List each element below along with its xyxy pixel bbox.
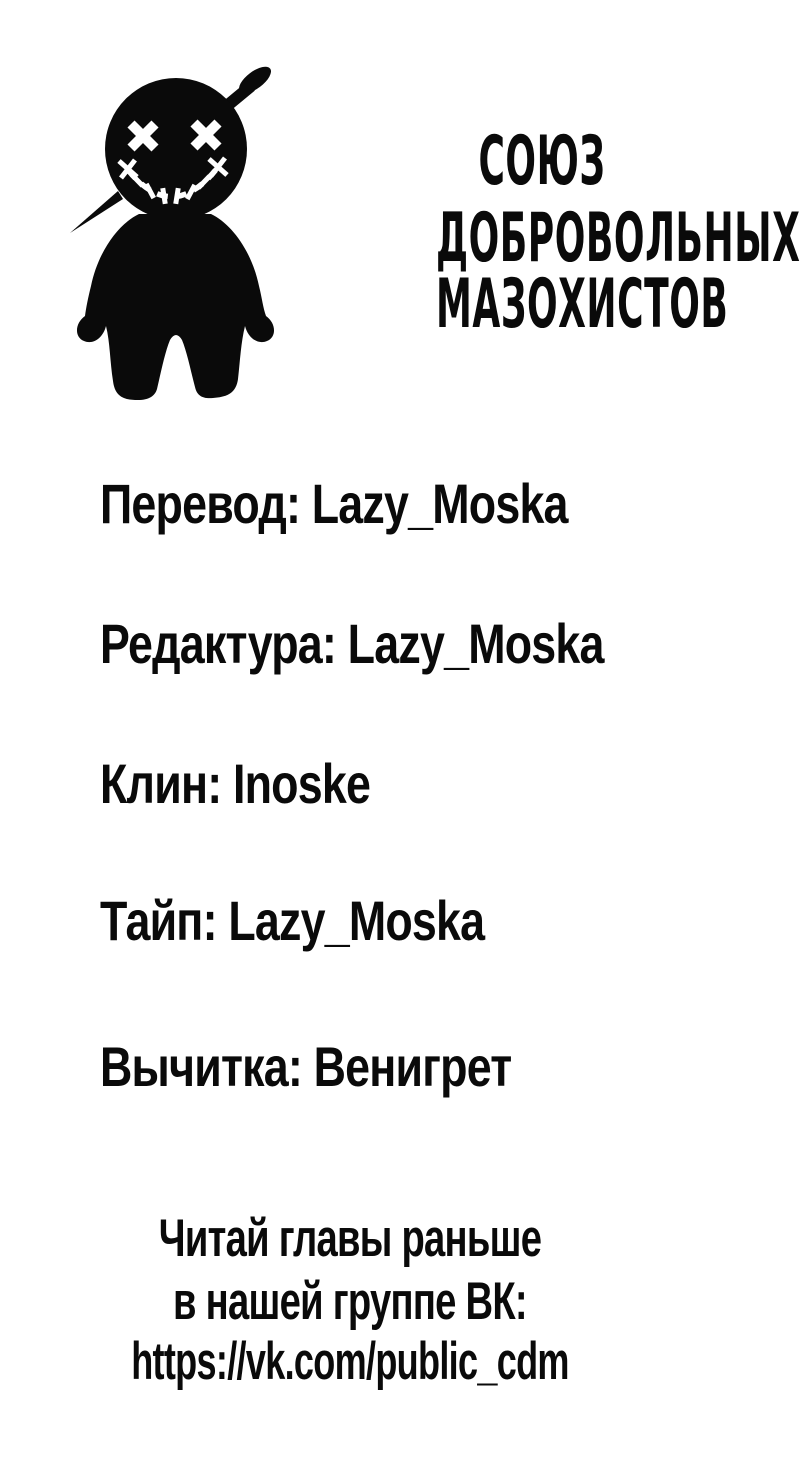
footer-vk-url: https://vk.com/public_cdm [131, 1332, 569, 1391]
credit-cleaning: Клин: Inoske [100, 752, 371, 815]
group-title-line-2: ДОБРОВОЛЬНЫХ [436, 199, 800, 278]
needle-tip-icon [70, 191, 123, 233]
voodoo-doll-icon [70, 62, 275, 400]
footer-note-line-2: в нашей группе ВК: [173, 1272, 527, 1331]
pin-shaft-icon [228, 86, 251, 105]
group-title-line-3: МАЗОХИСТОВ [436, 265, 729, 344]
group-title-line-1: СОЮЗ [478, 122, 606, 201]
credit-editing: Редактура: Lazy_Moska [100, 612, 604, 675]
doll-body [77, 214, 274, 400]
credit-proofreading: Вычитка: Венигрет [100, 1035, 512, 1098]
credit-typesetting: Тайп: Lazy_Moska [100, 889, 485, 952]
footer-note-line-1: Читай главы раньше [158, 1209, 542, 1268]
voodoo-doll-logo [0, 0, 300, 420]
credit-translation: Перевод: Lazy_Moska [100, 472, 568, 535]
